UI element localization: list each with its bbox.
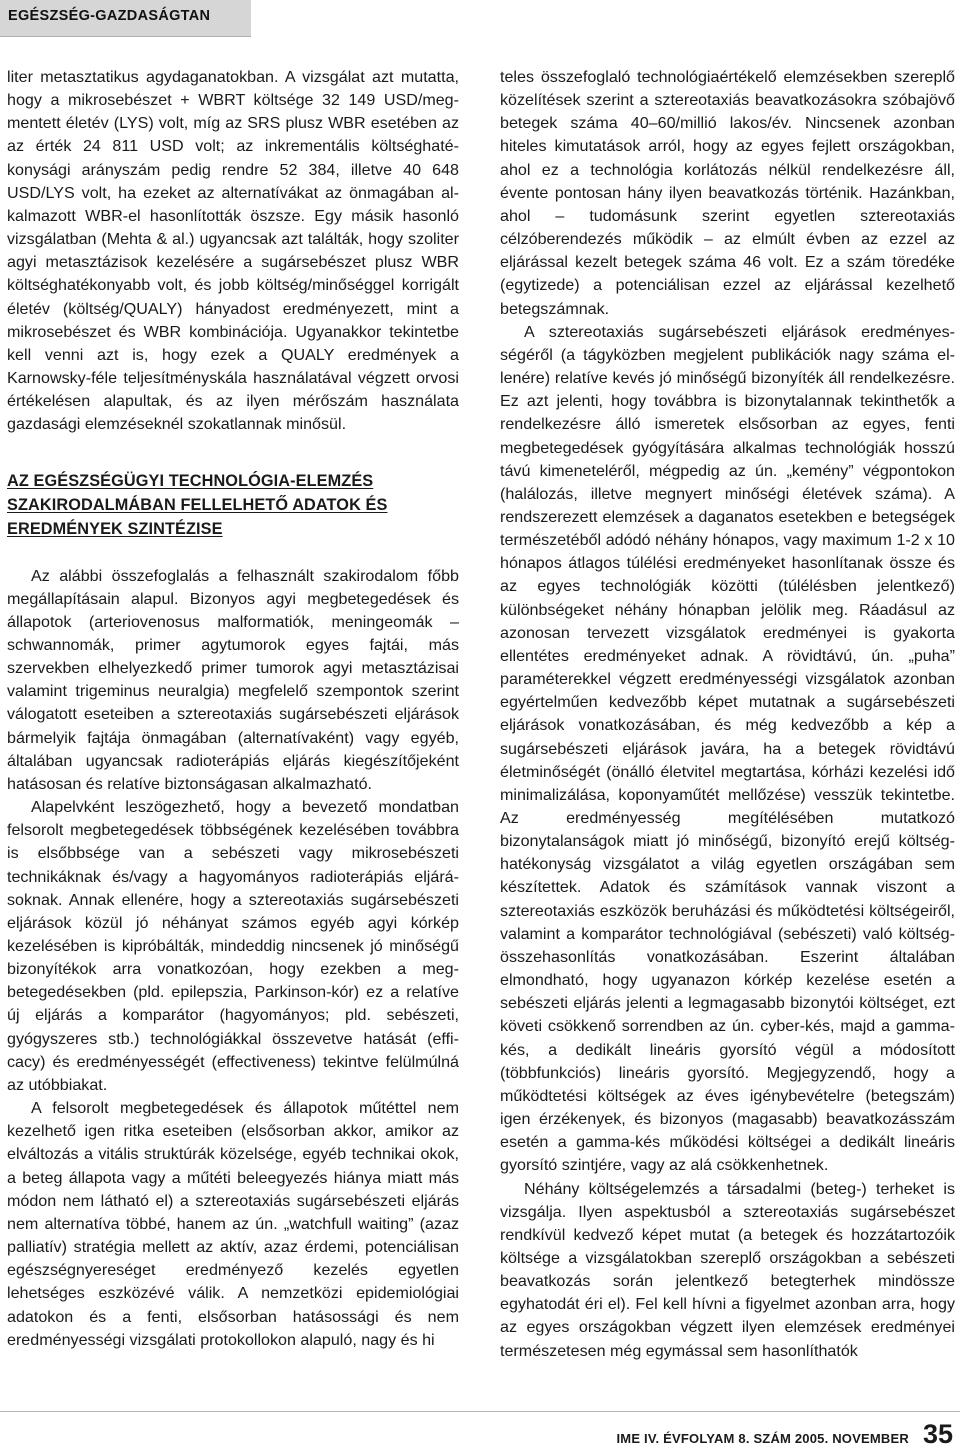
- paragraph: Néhány költségelemzés a társadalmi (beteg-) terheket is vizsgálja. Ilyen aspektusból a sztereotaxiás sugársebészet rendkívül kedvező képet mutat (a betegek és hozzátartozóik költsége a vizsgálatokban szereplő országokban a sebészeti beavatkozás során jelentkező betegterhek mindössze egyhatodát éri el). Fel kell hívni a figyelmet azonban arra, hogy az egyes országokban végzett ilyen elemzések eredményei természetesen még egymással sem hasonlíthatók: [500, 1179, 955, 1360]
- footer-divider: [0, 1411, 960, 1412]
- paragraph: Az alábbi összefoglalás a felhasznált szakirodalom főbb megállapításain alapul. Bizonyos agyi megbetegedések és állapotok (arteriovenosus malformatiók, meningeomák – schwannomák, primer agytumorok egyes fajtái, más szervekben elhelyezkedő primer tumorok agyi metasztázisai valamint trigeminus neuralgia) megfelelő szempontok szerint válogatott eseteiben a sztereotaxiás sugársebészeti eljárások bármelyik fajtája önmagában (alternatívaként) vagy egyéb, általában ugyancsak radioterápiás eljárás kiegészítőjeként hatásosan és relatíve biztonságasan alkalmazható.: [7, 566, 459, 793]
- paragraph: liter metasztatikus agydaganatokban. A vizsgálat azt mutatta, hogy a mikrosebészet + WBRT költsége 32 149 USD/megmentett életév (LYS) volt, míg az SRS plusz WBR esetében az az érték 24 811 USD volt; az inkrementális költséghatékonysági arányszám pedig rendre 52 384, illetve 40 648 USD/LYS volt, ha ezeket az alternatívákat az önmagában alkalmazott WBR-el hasonlították öszsze. Egy másik hasonló vizsgálatban (Mehta & al.) ugyancsak azt találták, hogy szoliter agyi metasztázisok kezelésére a sugársebészet plusz WBR költséghatékonyabb volt, és jobb költség/minőséggel korrigált életév (költség/QUALY) hányadost eredményezett, mint a mikrosebészet és WBR kombinációja. Ugyanakkor tekintetbe kell venni azt is, hogy ezek a QUALY eredmények a Karnowsky-féle teljesítményskála használatával végzett orvosi értékelésen alapultak, és az ilyen mérőszám használata gazdasági elemzéseknél szokatlannak minősül.: [7, 68, 459, 434]
- page-number: 35: [922, 1419, 953, 1449]
- section-header: [0, 0, 251, 37]
- section-heading: AZ EGÉSZSÉGÜGYI TECHNOLÓGIA-ELEMZÉS SZAKIRODALMÁBAN FELLELHETŐ ADATOK ÉS EREDMÉNYEK SZINTÉZISE: [7, 471, 388, 538]
- left-column: [7, 66, 459, 1352]
- right-column: [500, 66, 955, 1363]
- section-title: EGÉSZSÉG-GAZDASÁGTAN: [8, 8, 211, 24]
- paragraph: A sztereotaxiás sugársebészeti eljárások eredményességéről (a tágyközben megjelent publikációk nagy száma ellenére) relatíve kevés jó minőségű bizonyíték áll rendelkezésre. Ez azt jelenti, hogy továbbra is bizonytalannak tekinthetők a rendelkezésre álló ismeretek elsősorban az egyes, fenti megbetegedések gyógyítására alkalmas technológiák hosszú távú kimeneteléről, mégpedig az ún. „kemény” végpontokon (halálozás, illetve megnyert minőségi életévek száma). A rendszerezett elemzések a daganatos esetekben e betegségek természetéből adódó néhány hónapos, vagy maximum 1-2 x 10 hónapos átlagos túlélési eredményeket hasonlítanak össze és az egyes technológiák közötti (túlélésben jelentkező) különbségeket néhány hónapban jelölik meg. Ráadásul az azonosan tervezett vizsgálatok eredményei is gyakorta ellentétes eredményeket adnak. A rövidtávú, ún. „puha” paraméterekkel végzett eredményességi vizsgálatok azonban egyértelműen kedvezőbb képet mutatnak a sugársebészeti eljárások vonatkozásában, és még kedvezőbb a kép a sugársebészeti eljárások javára, ha a betegek rövidtávú életminőségét (önálló életvitel megtartása, kórházi kezelési idő minimalizálása, koponyaműtét mellőzése) vesszük tekintetbe. Az eredményesség megítélésében mutatkozó bizonytalanságok miatt jó minőségű, bizonyító erejű költség-hatékonyság vizsgálatot a világ egyetlen országában sem készítettek. Adatok és számítások vannak viszont a sztereotaxiás eszközök beruházási és működtetési költségeiről, valamint a komparátor technológiával (sebészeti) való költség-összehasonlítás vonatkozásában. Eszerint általában elmondható, hogy ugyanazon kórkép kezelése esetén a sebészeti eljárás jelenti a legmagasabb bizonytói költséget, ezt követi csökkenő sorrendben az ún. cyber-kés, majd a gamma-kés, a dedikált lineáris gyorsító végül a módosított (többfunkciós) lineáris gyorsító. Megjegyzendő, hogy a működtetési költségek az éves igénybevételre (betegszám) igen érzékenyek, és bizonyos (magasabb) beavatkozásszám esetén a gamma-kés működési költségei a dedikált lineáris gyorsító szintjére, vagy az alá csökkenhetnek.: [500, 322, 955, 1175]
- paragraph: Alapelvként leszögezhető, hogy a bevezető mondatban felsorolt megbetegedések többségének kezelésében továbbra is elsőbbsége van a sebészeti vagy mikrosebészeti technikáknak és/vagy a hagyományos radioterápiás eljárásoknak. Annak ellenére, hogy a sztereotaxiás sugársebészeti eljárások közül jó néhányat számos egyéb agyi kórkép kezelésében is kipróbálták, mindeddig nincsenek jó minőségű bizonyítékok arra vonatkozóan, hogy ezekben a megbetegedésekben (pld. epilepszia, Parkinson-kór) ez a relatíve új eljárás a komparátor (hagyományos; pld. sebészeti, gyógyszeres stb.) technológiákkal összevetve hatását (efficacy) és eredményességét (effectiveness) tekintve felülmúlná az utóbbiakat.: [7, 798, 459, 1094]
- page-footer: [617, 1419, 954, 1450]
- paragraph: A felsorolt megbetegedések és állapotok műtéttel nem kezelhető igen ritka eseteiben (elsősorban akkor, amikor az elváltozás a vitális struktúrák közelsége, egyéb technikai okok, a beteg állapota vagy a műtéti beleegyezés hiánya miatt más módon nem látható el) a sztereotaxiás sugársebészeti eljárás nem alternatíva többé, hanem az ún. „watchfull waiting” (azaz palliatív) stratégia mellett az aktív, azaz érdemi, potenciálisan egészségnyereséget eredményező kezelés egyetlen lehetséges eszközévé válik. A nemzetközi epidemiológiai adatokon és a fenti, elsősorban hatásossági és nem eredményességi vizsgálati protokollokon alapuló, nagy és hi: [7, 1099, 459, 1349]
- journal-info: IME IV. ÉVFOLYAM 8. SZÁM 2005. NOVEMBER: [616, 1431, 909, 1446]
- paragraph: teles összefoglaló technológiaértékelő elemzésekben szereplő közelítések szerint a sztereotaxiás beavatkozásokra szóbajövő betegek száma 40–60/millió lakos/év. Nincsenek azonban hiteles kimutatások arról, hogy az egyes fejlett országokban, ahol ez a technológia korlátozás nélkül rendelkezésre áll, évente pontosan hány ilyen beavatkozás történik. Hazánkban, ahol – tudomásunk szerint egyetlen sztereotaxiás célzóberendezés működik – az elmúlt évben az ezzel az eljárással kezelt betegek száma 46 volt. Ez a szám töredéke (egytizede) a potenciálisan ezzel az eljárással kezelhető betegszámnak.: [500, 68, 955, 318]
